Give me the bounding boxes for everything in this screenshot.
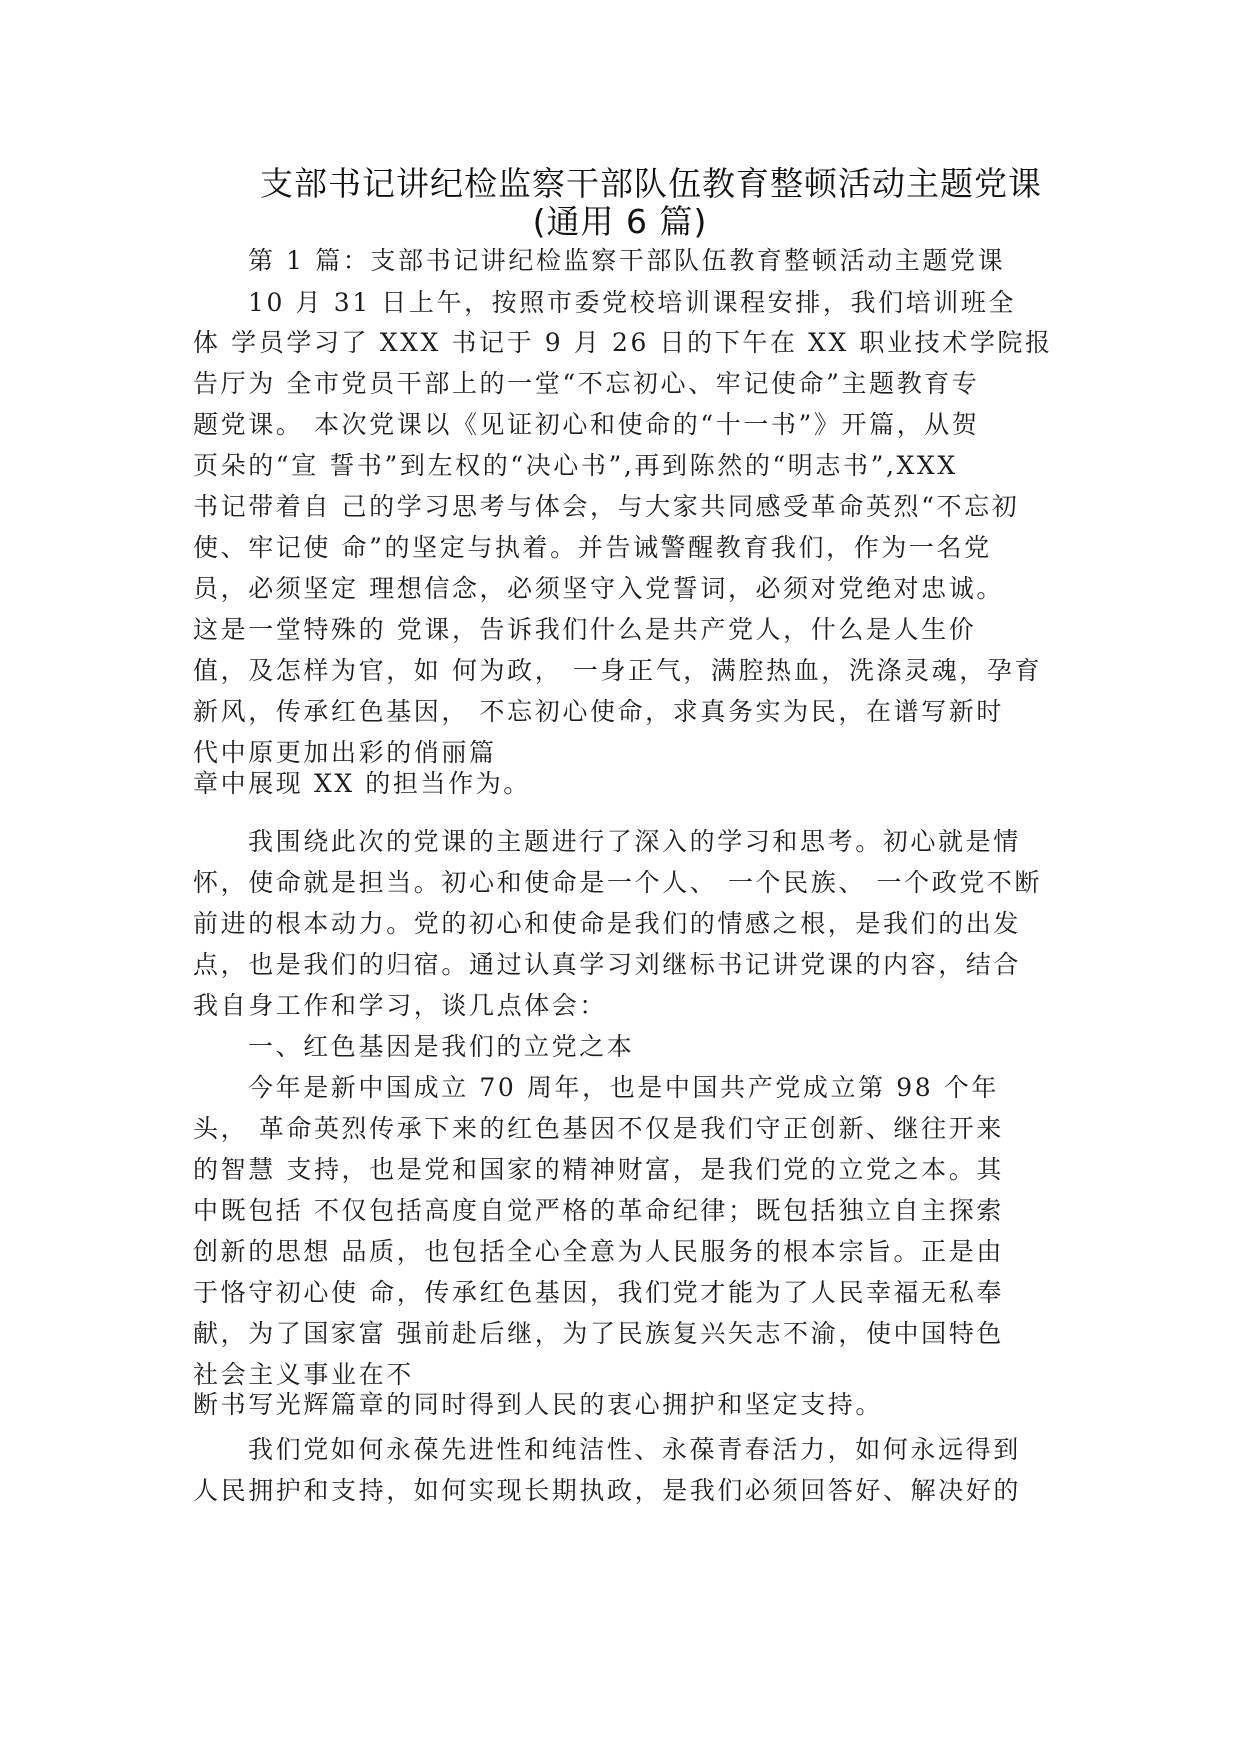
body-line: 值，及怎样为官，如 何为政， 一身正气，满腔热血，洗涤灵魂，孕育 — [193, 656, 1043, 685]
body-line: 人民拥护和支持，如何实现长期执政，是我们必须回答好、解决好的 — [193, 1476, 1022, 1505]
body-line: 使、牢记使 命”的坚定与执着。并告诫警醒教育我们，作为一名党 — [193, 533, 992, 562]
body-line: 断书写光辉篇章的同时得到人民的衷心拥护和坚定支持。 — [193, 1390, 884, 1419]
document-title-line-2: (通用 6 篇) — [532, 202, 708, 241]
body-line: 题党课。 本次党课以《见证初心和使命的“十一书”》开篇，从贺 — [193, 410, 980, 439]
body-line: 体 学员学习了 XXX 书记于 9 月 26 日的下午在 XX 职业技术学院报 — [193, 328, 1053, 357]
body-line: 这是一堂特殊的 党课，告诉我们什么是共产党人，什么是人生价 — [193, 615, 977, 644]
body-line: 章中展现 XX 的担当作为。 — [193, 769, 531, 798]
body-line: 头， 革命英烈传承下来的红色基因不仅是我们守正创新、继往开来 — [193, 1114, 1004, 1143]
body-line: 新风，传承红色基因， 不忘初心使命，求真务实为民，在谱写新时 — [193, 697, 1004, 726]
body-line: 代中原更加出彩的俏丽篇 — [193, 738, 497, 767]
body-line: 页朵的“宣 誓书”到左权的“决心书”,再到陈然的“明志书”,XXX — [193, 451, 958, 480]
body-line: 的智慧 支持，也是党和国家的精神财富，是我们党的立党之本。其 — [193, 1155, 1004, 1184]
body-line: 点，也是我们的归宿。通过认真学习刘继标书记讲党课的内容，结合 — [193, 950, 1022, 979]
body-line: 书记带着自 己的学习思考与体会，与大家共同感受革命英烈“不忘初 — [193, 492, 1020, 521]
document-title-line-1: 支部书记讲纪检监察干部队伍教育整顿活动主题党课 — [260, 164, 1042, 203]
section-heading: 第 1 篇：支部书记讲纪检监察干部队伍教育整顿活动主题党课 — [248, 246, 1006, 275]
body-line: 前进的根本动力。党的初心和使命是我们的情感之根，是我们的出发 — [193, 909, 1022, 938]
body-line: 告厅为 全市党员干部上的一堂“不忘初心、牢记使命”主题教育专 — [193, 369, 980, 398]
body-line: 创新的思想 品质，也包括全心全意为人民服务的根本宗旨。正是由 — [193, 1237, 1004, 1266]
body-line: 今年是新中国成立 70 周年，也是中国共产党成立第 98 个年 — [248, 1073, 1000, 1102]
body-line: 中既包括 不仅包括高度自觉严格的革命纪律；既包括独立自主探索 — [193, 1196, 1004, 1225]
body-line: 社会主义事业在不 — [193, 1360, 414, 1389]
body-line: 于恪守初心使 命，传承红色基因，我们党才能为了人民幸福无私奉 — [193, 1278, 1004, 1307]
body-line: 我围绕此次的党课的主题进行了深入的学习和思考。初心就是情 — [248, 827, 1021, 856]
section-heading: 一、红色基因是我们的立党之本 — [248, 1032, 635, 1061]
body-line: 员，必须坚定 理想信念，必须坚守入党誓词，必须对党绝对忠诚。 — [193, 574, 1004, 603]
body-line: 献，为了国家富 强前赴后继，为了民族复兴矢志不渝，使中国特色 — [193, 1319, 1004, 1348]
body-line: 我们党如何永葆先进性和纯洁性、永葆青春活力，如何永远得到 — [248, 1435, 1021, 1464]
body-line: 10 月 31 日上午，按照市委党校培训课程安排，我们培训班全 — [248, 288, 1017, 317]
body-line: 我自身工作和学习，谈几点体会： — [193, 991, 608, 1020]
body-line: 怀，使命就是担当。初心和使命是一个人、 一个民族、 一个政党不断 — [193, 868, 1043, 897]
